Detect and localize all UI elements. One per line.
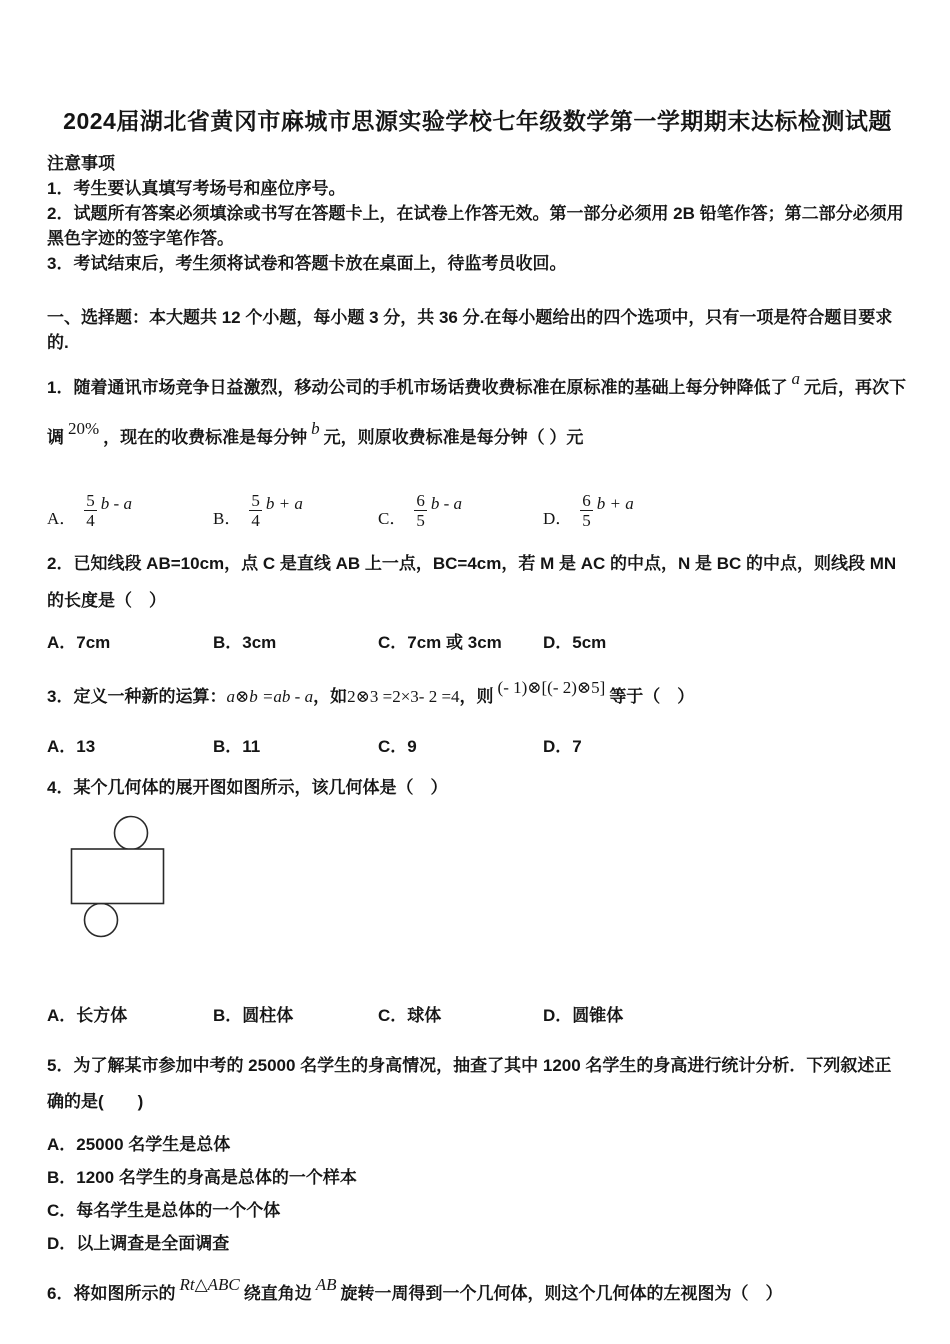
notice-heading: 注意事项 (47, 154, 115, 173)
fraction-numerator: 6 (416, 491, 425, 510)
q6-text-1: 6．将如图所示的 (47, 1284, 176, 1303)
fraction-numerator: 5 (86, 491, 95, 510)
option-expression: b + a (265, 493, 303, 513)
q2-option-d: D．5cm (543, 633, 607, 652)
fraction (580, 491, 593, 530)
q5-option-d: D．以上调查是全面调查 (47, 1234, 230, 1253)
fraction-denominator: 5 (416, 511, 425, 530)
q1-options-row (47, 475, 908, 531)
q1-text-3: 调 (47, 428, 64, 447)
fraction (84, 491, 97, 530)
question-4: 4．某个几何体的展开图如图所示，该几何体是（ ） (47, 778, 448, 797)
q3-text-3: ，则 (459, 687, 494, 706)
q3-text-2: ，如 (313, 687, 348, 706)
cylinder-net-figure (70, 815, 908, 944)
fraction (414, 491, 427, 530)
q1-percent: 20% (68, 419, 100, 438)
q1-option-a (47, 491, 213, 531)
q6-side-label: AB (315, 1275, 337, 1294)
fraction (249, 491, 262, 530)
q4-option-c: C．球体 (378, 1006, 442, 1025)
option-letter: A． (47, 509, 77, 528)
q1-text-5: 元，则原收费标准是每分钟（ ）元 (323, 428, 584, 447)
q6-text-2: 绕直角边 (243, 1284, 312, 1303)
q4-options-row (47, 1004, 908, 1028)
q1-text-2: 元后，再次下 (803, 378, 906, 397)
option-expression: b - a (430, 493, 463, 513)
q5-option-c: C．每名学生是总体的一个个体 (47, 1201, 281, 1220)
fraction-denominator: 4 (86, 511, 95, 530)
q3-options-row (47, 735, 908, 759)
q1-option-c (378, 491, 543, 531)
q3-option-d: D．7 (543, 737, 582, 756)
question-5: 5．为了解某市参加中考的 25000 名学生的身高情况，抽查了其中 1200 名学生的身高进行统计分析．下列叙述正确的是( ) (47, 1056, 892, 1111)
q5-options-list (47, 1128, 908, 1260)
fraction-denominator: 5 (582, 511, 591, 530)
q1-var-b: b (311, 419, 320, 438)
net-bottom-circle (85, 904, 118, 937)
q1-option-d (543, 491, 908, 531)
q3-definition-formula: a⊗b =ab - a (226, 687, 314, 706)
fraction-numerator: 5 (251, 491, 260, 510)
question-1 (47, 363, 908, 463)
question-2: 2．已知线段 AB=10cm，点 C 是直线 AB 上一点，BC=4cm，若 M 是 AC 的中点，N 是 BC 的中点，则线段 MN 的长度是（ ） (47, 554, 897, 610)
q3-eval-expression: (- 1)⊗[(- 2)⊗5] (497, 678, 606, 697)
question-3 (47, 677, 908, 717)
q4-option-d: D．圆锥体 (543, 1006, 624, 1025)
notice-item-3: 3．考试结束后，考生须将试卷和答题卡放在桌面上，待监考员收回。 (47, 254, 567, 273)
q2-option-a: A．7cm (47, 633, 111, 652)
q1-text-4: ，现在的收费标准是每分钟 (103, 428, 308, 447)
q2-option-b: B．3cm (213, 633, 277, 652)
q1-var-a: a (791, 369, 800, 388)
q3-text-4: 等于（ ） (609, 687, 695, 706)
option-expression: b - a (100, 493, 132, 513)
net-rectangle (72, 849, 164, 904)
q3-option-a: A．13 (47, 737, 96, 756)
page-title: 2024届湖北省黄冈市麻城市思源实验学校七年级数学第一学期期末达标检测试题 (63, 108, 892, 134)
q4-option-b: B．圆柱体 (213, 1006, 294, 1025)
notice-item-2: 2．试题所有答案必须填涂或书写在答题卡上，在试卷上作答无效。第一部分必须用 2B 铅笔作答；第二部分必须用黑色字迹的签字笔作答。 (47, 204, 904, 248)
option-expression: b + a (596, 493, 634, 513)
fraction-numerator: 6 (582, 491, 591, 510)
q1-option-b (213, 491, 378, 531)
fraction-denominator: 4 (251, 511, 260, 530)
option-letter: B． (213, 509, 242, 528)
q3-example-formula: 2⊗3 =2×3- 2 =4 (347, 687, 460, 706)
notice-item-1: 1．考生要认真填写考场号和座位序号。 (47, 179, 346, 198)
q3-option-b: B．11 (213, 737, 261, 756)
option-letter: D． (543, 509, 573, 528)
question-6 (47, 1274, 908, 1314)
q2-options-row (47, 631, 908, 655)
section-heading: 一、选择题：本大题共 12 个小题，每小题 3 分，共 36 分.在每小题给出的四个选项中，只有一项是符合题目要求的. (47, 308, 893, 352)
q5-option-b: B．1200 名学生的身高是总体的一个样本 (47, 1168, 357, 1187)
q3-text-1: 3．定义一种新的运算： (47, 687, 227, 706)
q6-text-3: 旋转一周得到一个几何体，则这个几何体的左视图为（ ） (340, 1284, 783, 1303)
q2-option-c: C．7cm 或 3cm (378, 633, 502, 652)
q1-text-1: 1．随着通讯市场竞争日益激烈，移动公司的手机市场话费收费标准在原标准的基础上每分钟降低了 (47, 378, 788, 397)
net-top-circle (115, 817, 148, 850)
option-letter: C． (378, 509, 407, 528)
q3-option-c: C．9 (378, 737, 417, 756)
q5-option-a: A．25000 名学生是总体 (47, 1135, 231, 1154)
q4-option-a: A．长方体 (47, 1006, 128, 1025)
q6-triangle-expression: Rt△ABC (179, 1275, 240, 1294)
